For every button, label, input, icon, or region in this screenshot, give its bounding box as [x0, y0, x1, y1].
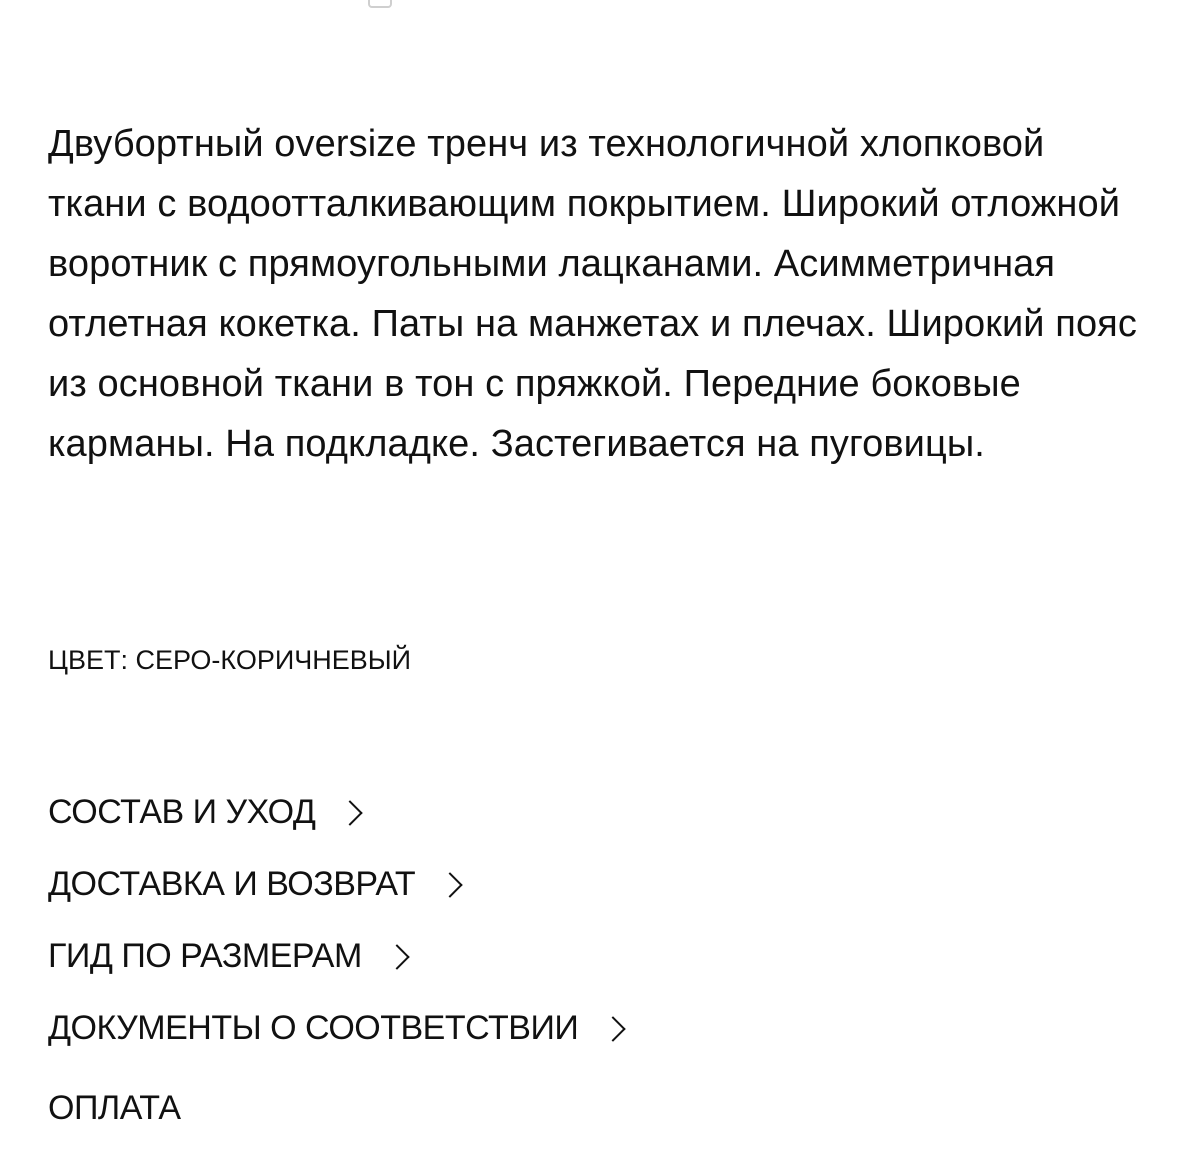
section-label: ГИД ПО РАЗМЕРАМ	[48, 937, 362, 975]
section-label: ДОСТАВКА И ВОЗВРАТ	[48, 865, 416, 903]
payment-section[interactable]: ОПЛАТА	[48, 1089, 181, 1127]
section-delivery-returns[interactable]	[48, 848, 622, 920]
chevron-right-icon	[601, 1016, 626, 1041]
section-label: ДОКУМЕНТЫ О СООТВЕТСТВИИ	[48, 1009, 579, 1047]
product-color: ЦВЕТ: СЕРО-КОРИЧНЕВЫЙ	[48, 645, 412, 675]
chevron-right-icon	[338, 800, 363, 825]
section-composition-care[interactable]	[48, 776, 622, 848]
product-description: Двубортный oversize тренч из технологичной хлопковой ткани с водоотталкивающим покрытием. Широкий отложной воротник с прямоугольными лацканами. Асимметричная отлетная кокетка. Паты на манжетах и плечах. Широкий пояс из основной ткани в тон с пряжкой. Передние боковые карманы. На подкладке. Застегивается на пуговицы.	[48, 123, 1137, 465]
chevron-right-icon	[437, 872, 462, 897]
section-size-guide[interactable]	[48, 920, 622, 992]
chevron-right-icon	[384, 944, 409, 969]
top-checkbox-icon	[368, 0, 392, 8]
section-compliance-documents[interactable]	[48, 992, 622, 1064]
info-sections-list	[48, 776, 622, 1064]
section-label: СОСТАВ И УХОД	[48, 793, 316, 831]
